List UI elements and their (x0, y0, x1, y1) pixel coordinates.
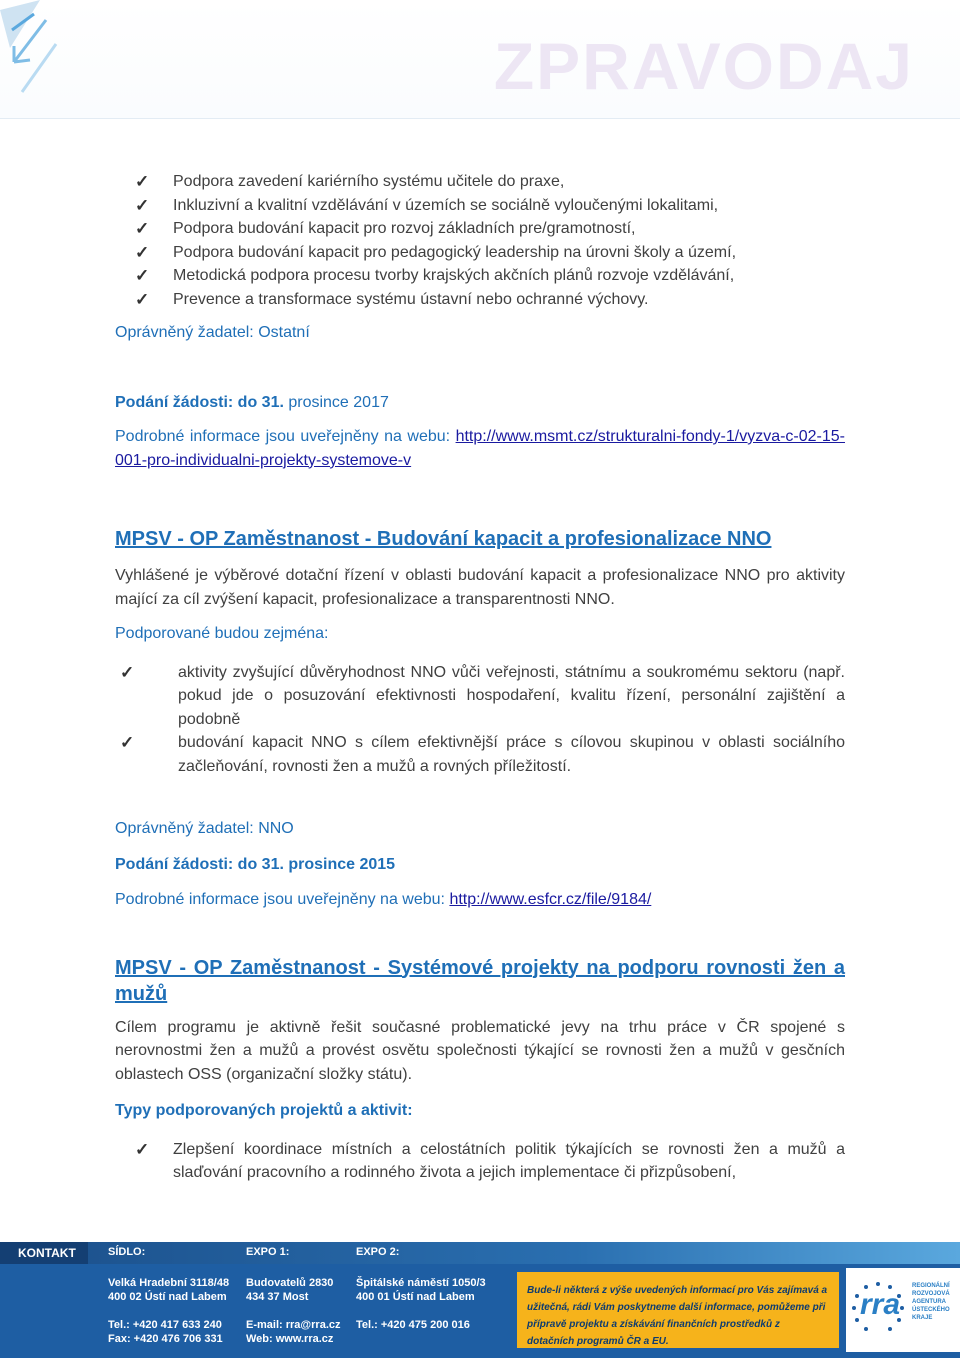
address-line: 400 02 Ústí nad Labem (108, 1291, 227, 1303)
expo1-label: EXPO 1: (246, 1246, 290, 1258)
msmt-link[interactable]: http://www.msmt.cz/strukturalni-fondy-1/vyzva-c-02-15-001-pro-individualni-projekty-systemove-v (115, 428, 845, 469)
section-title-gender: MPSV - OP Zaměstnanost - Systémové projekty na podporu rovnosti žen a mužů (115, 956, 845, 1005)
section-intro-nno: Vyhlášené je výběrové dotační řízení v oblasti budování kapacit a profesionalizace NNO pro aktivity mající za cíl zvýšení kapacit, profesionalizace a transparentnosti NNO. (115, 567, 845, 608)
supported-label: Podporované budou zejména: (115, 625, 329, 642)
promo-box (517, 1272, 839, 1348)
expo1-contacts (246, 1318, 341, 1346)
section-intro-gender: Cílem programu je aktivně řešit současné problematické jevy na trhu práce v ČR spojené s nerovnostmi žen a mužů a provést osvětu společnosti týkající se rovnosti žen a mužů v gesčních oblastech OSS (organizační složky státu). (115, 1018, 845, 1083)
list-item: ✓ Podpora budování kapacit pro pedagogický leadership na úrovni školy a území, (115, 241, 845, 265)
rra-logo-text: rra (860, 1288, 901, 1321)
kontakt-label: KONTAKT (18, 1246, 76, 1260)
deadline-value: prosince 2017 (283, 393, 389, 411)
list-item: ✓ Metodická podpora procesu tvorby krajských akčních plánů rozvoje vzdělávání, (115, 264, 845, 288)
web-line[interactable]: Web: www.rra.cz (246, 1333, 334, 1345)
section-title-nno: MPSV - OP Zaměstnanost - Budování kapacit a profesionalizace NNO (115, 528, 772, 550)
sidlo-address (108, 1276, 229, 1304)
kontakt-tab (0, 1242, 88, 1264)
phone-line: Tel.: +420 475 200 016 (356, 1319, 470, 1331)
applicant-value: Ostatní (253, 324, 310, 341)
address-line: Velká Hradební 3118/48 (108, 1277, 230, 1289)
esfcr-link[interactable]: http://www.esfcr.cz/file/9184/ (449, 891, 652, 908)
list-item: ✓ Podpora budování kapacit pro rozvoj základních pre/gramotností, (115, 217, 845, 241)
gender-activity-list (115, 1138, 845, 1185)
list-item: ✓ Zlepšení koordinace místních a celostátních politik týkajících se rovnosti žen a mužů a slaďování pracovního a rodinného života a jejich implementace či přizpůsobení, (115, 1138, 845, 1185)
expo2-phones (356, 1318, 470, 1332)
arrow-logo-icon (0, 0, 60, 100)
applicant-label: Oprávněný žadatel: (115, 324, 254, 341)
list-item: ✓ Inkluzivní a kvalitní vzdělávání v územích se sociálně vyloučenými lokalitami, (115, 194, 845, 218)
fax-line: Fax: +420 476 706 331 (108, 1333, 223, 1345)
deadline-label: Podání žádosti: do 31. prosince 2015 (115, 855, 396, 873)
phone-line: Tel.: +420 417 633 240 (108, 1319, 222, 1331)
info-text: Podrobné informace jsou uveřejněny na webu: (115, 428, 456, 445)
article-content (115, 170, 845, 1185)
deadline-label: Podání žádosti: do 31. (115, 393, 284, 411)
promo-text: Bude-li některá z výše uvedených informací pro Vás zajímavá a užitečná, rádi Vám poskytneme další informace, pomůžeme při přípravě projektu a získávání finančních prostředků z dotačních programů ČR a EU. (527, 1285, 828, 1347)
expo2-label: EXPO 2: (356, 1246, 400, 1258)
applicant-label: Oprávněný žadatel: (115, 820, 254, 837)
expo2-address (356, 1276, 486, 1304)
applicant-value: NNO (253, 820, 294, 837)
page-header (0, 0, 960, 119)
list-item: ✓ aktivity zvyšující důvěryhodnost NNO vůči veřejnosti, státnímu a soukromému sektoru (např. pokud jde o posuzování efektivnosti hospodaření, kvalitu řízení, personální zajištění a podobně (115, 661, 845, 732)
list-item: ✓ Podpora zavedení kariérního systému učitele do praxe, (115, 170, 845, 194)
masthead-title: ZPRAVODAJ (493, 29, 914, 103)
info-paragraph (115, 425, 845, 472)
deadline (115, 391, 845, 415)
info-text: Podrobné informace jsou uveřejněny na webu: (115, 891, 450, 908)
address-line: 400 01 Ústí nad Labem (356, 1291, 475, 1303)
rra-logo (846, 1268, 960, 1352)
priority-list (115, 170, 845, 311)
info-paragraph-nno (115, 888, 845, 912)
deadline-nno (115, 853, 845, 877)
email-line[interactable]: E-mail: rra@rra.cz (246, 1319, 341, 1331)
types-label: Typy podporovaných projektů a aktivit: (115, 1102, 413, 1119)
list-item: ✓ budování kapacit NNO s cílem efektivnější práce s cílovou skupinou v oblasti sociálního začleňování, rovnosti žen a mužů a rovných příležitostí. (115, 731, 845, 778)
contact-footer (0, 1242, 960, 1358)
sidlo-label: SÍDLO: (108, 1246, 146, 1258)
rra-logo-caption: REGIONÁLNÍ ROZVOJOVÁ AGENTURA ÚSTECKÉHO KRAJE (912, 1283, 950, 1321)
sidlo-phones (108, 1318, 223, 1346)
eligible-applicant (115, 321, 845, 345)
eligible-applicant-nno (115, 817, 845, 841)
nno-activity-list (115, 661, 845, 779)
list-item: ✓ Prevence a transformace systému ústavní nebo ochranné výchovy. (115, 288, 845, 312)
contact-bar (0, 1242, 960, 1264)
address-line: Budovatelů 2830 (246, 1277, 334, 1289)
address-line: 434 37 Most (246, 1291, 309, 1303)
address-line: Špitálské náměstí 1050/3 (356, 1277, 486, 1289)
expo1-address (246, 1276, 333, 1304)
